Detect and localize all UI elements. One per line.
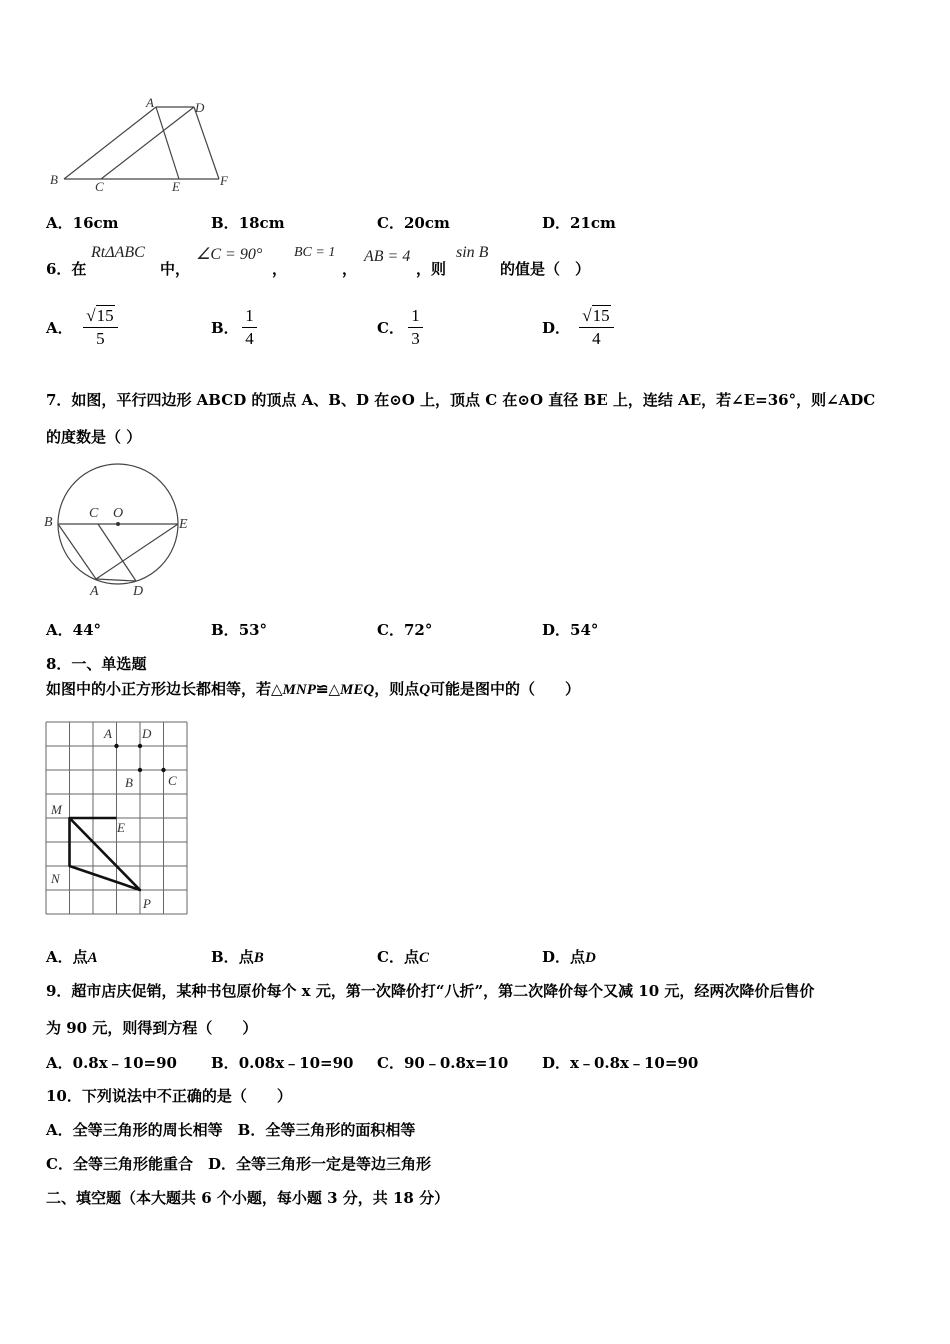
q5-figure bbox=[44, 94, 244, 194]
q7-option-a: A．44° bbox=[46, 621, 102, 639]
q8-option-c: C．点C bbox=[377, 948, 429, 966]
section-2-title: 二、填空题（本大题共 6 个小题，每小题 3 分，共 18 分） bbox=[46, 1189, 450, 1207]
q9-option-c: C．90﹣0.8x=10 bbox=[377, 1054, 509, 1072]
q5-option-b: B．18cm bbox=[211, 214, 285, 232]
q8-grid-figure bbox=[44, 720, 190, 916]
q8-label-e: E bbox=[117, 820, 125, 835]
q6-option-a: A． $\frac{√15}{5}$ bbox=[46, 306, 118, 349]
q5-label-a: A bbox=[146, 95, 154, 110]
q10-stem: 10．下列说法中不正确的是（ ） bbox=[46, 1087, 292, 1105]
q5-label-c: C bbox=[95, 179, 104, 194]
q5-label-d: D bbox=[195, 100, 205, 115]
q7-label-c: C bbox=[89, 506, 99, 521]
q7-label-b: B bbox=[44, 515, 53, 530]
q8-stem: 如图中的小正方形边长都相等，若△MNP≌△MEQ，则点Q可能是图中的（ ） bbox=[46, 680, 581, 698]
q8-heading: 8．一、单选题 bbox=[46, 655, 147, 673]
q7-figure bbox=[40, 458, 200, 603]
q10-options-row1: A．全等三角形的周长相等 B．全等三角形的面积相等 bbox=[46, 1121, 416, 1139]
q7-option-c: C．72° bbox=[377, 621, 433, 639]
q8-option-d: D．点D bbox=[542, 948, 596, 966]
q7-option-d: D．54° bbox=[542, 621, 599, 639]
q7-label-o: O bbox=[113, 506, 124, 521]
q8-label-m: M bbox=[51, 802, 62, 817]
q6-option-b: B． $\frac{1}{4}$ bbox=[211, 306, 257, 349]
q5-label-f: F bbox=[220, 173, 228, 188]
q8-label-d: D bbox=[142, 726, 152, 741]
q9-option-d: D．x﹣0.8x﹣10=90 bbox=[542, 1054, 699, 1072]
q5-option-a: A．16cm bbox=[46, 214, 119, 232]
q7-stem-line2: 的度数是（ ） bbox=[46, 428, 142, 446]
q6-option-d: D． $\frac{√15}{4}$ bbox=[542, 306, 614, 349]
q5-label-b: B bbox=[50, 172, 58, 187]
sqrt-symbol: √ bbox=[86, 306, 96, 325]
q9-option-a: A．0.8x﹣10=90 bbox=[46, 1054, 177, 1072]
q5-label-e: E bbox=[172, 179, 180, 194]
q9-stem-line1: 9．超市店庆促销，某种书包原价每个 x 元，第一次降价打“八折”，第二次降价每个又减 10 元，经两次降价后售价 bbox=[46, 982, 815, 1000]
q8-label-a: A bbox=[104, 726, 112, 741]
q10-options-row2: C．全等三角形能重合 D．全等三角形一定是等边三角形 bbox=[46, 1155, 431, 1173]
q7-option-b: B．53° bbox=[211, 621, 268, 639]
q9-stem-line2: 为 90 元，则得到方程（ ） bbox=[46, 1019, 258, 1037]
q7-label-e: E bbox=[179, 517, 188, 532]
q7-label-a: A bbox=[90, 584, 99, 599]
q5-option-d: D．21cm bbox=[542, 214, 616, 232]
q8-label-c: C bbox=[168, 773, 177, 788]
q9-option-b: B．0.08x﹣10=90 bbox=[211, 1054, 354, 1072]
q6-option-c: C． $\frac{1}{3}$ bbox=[377, 306, 423, 349]
sqrt-symbol: √ bbox=[582, 306, 592, 325]
q5-option-c: C．20cm bbox=[377, 214, 450, 232]
q7-label-d: D bbox=[133, 584, 144, 599]
q8-label-p: P bbox=[143, 896, 151, 911]
q8-option-a: A．点A bbox=[46, 948, 98, 966]
q7-stem-line1: 7．如图，平行四边形 ABCD 的顶点 A、B、D 在⊙O 上，顶点 C 在⊙O 直径 BE 上，连结 AE，若∠E=36°，则∠ADC bbox=[46, 391, 876, 409]
q8-label-b: B bbox=[125, 775, 133, 790]
q8-label-n: N bbox=[51, 871, 60, 886]
q8-option-b: B．点B bbox=[211, 948, 264, 966]
